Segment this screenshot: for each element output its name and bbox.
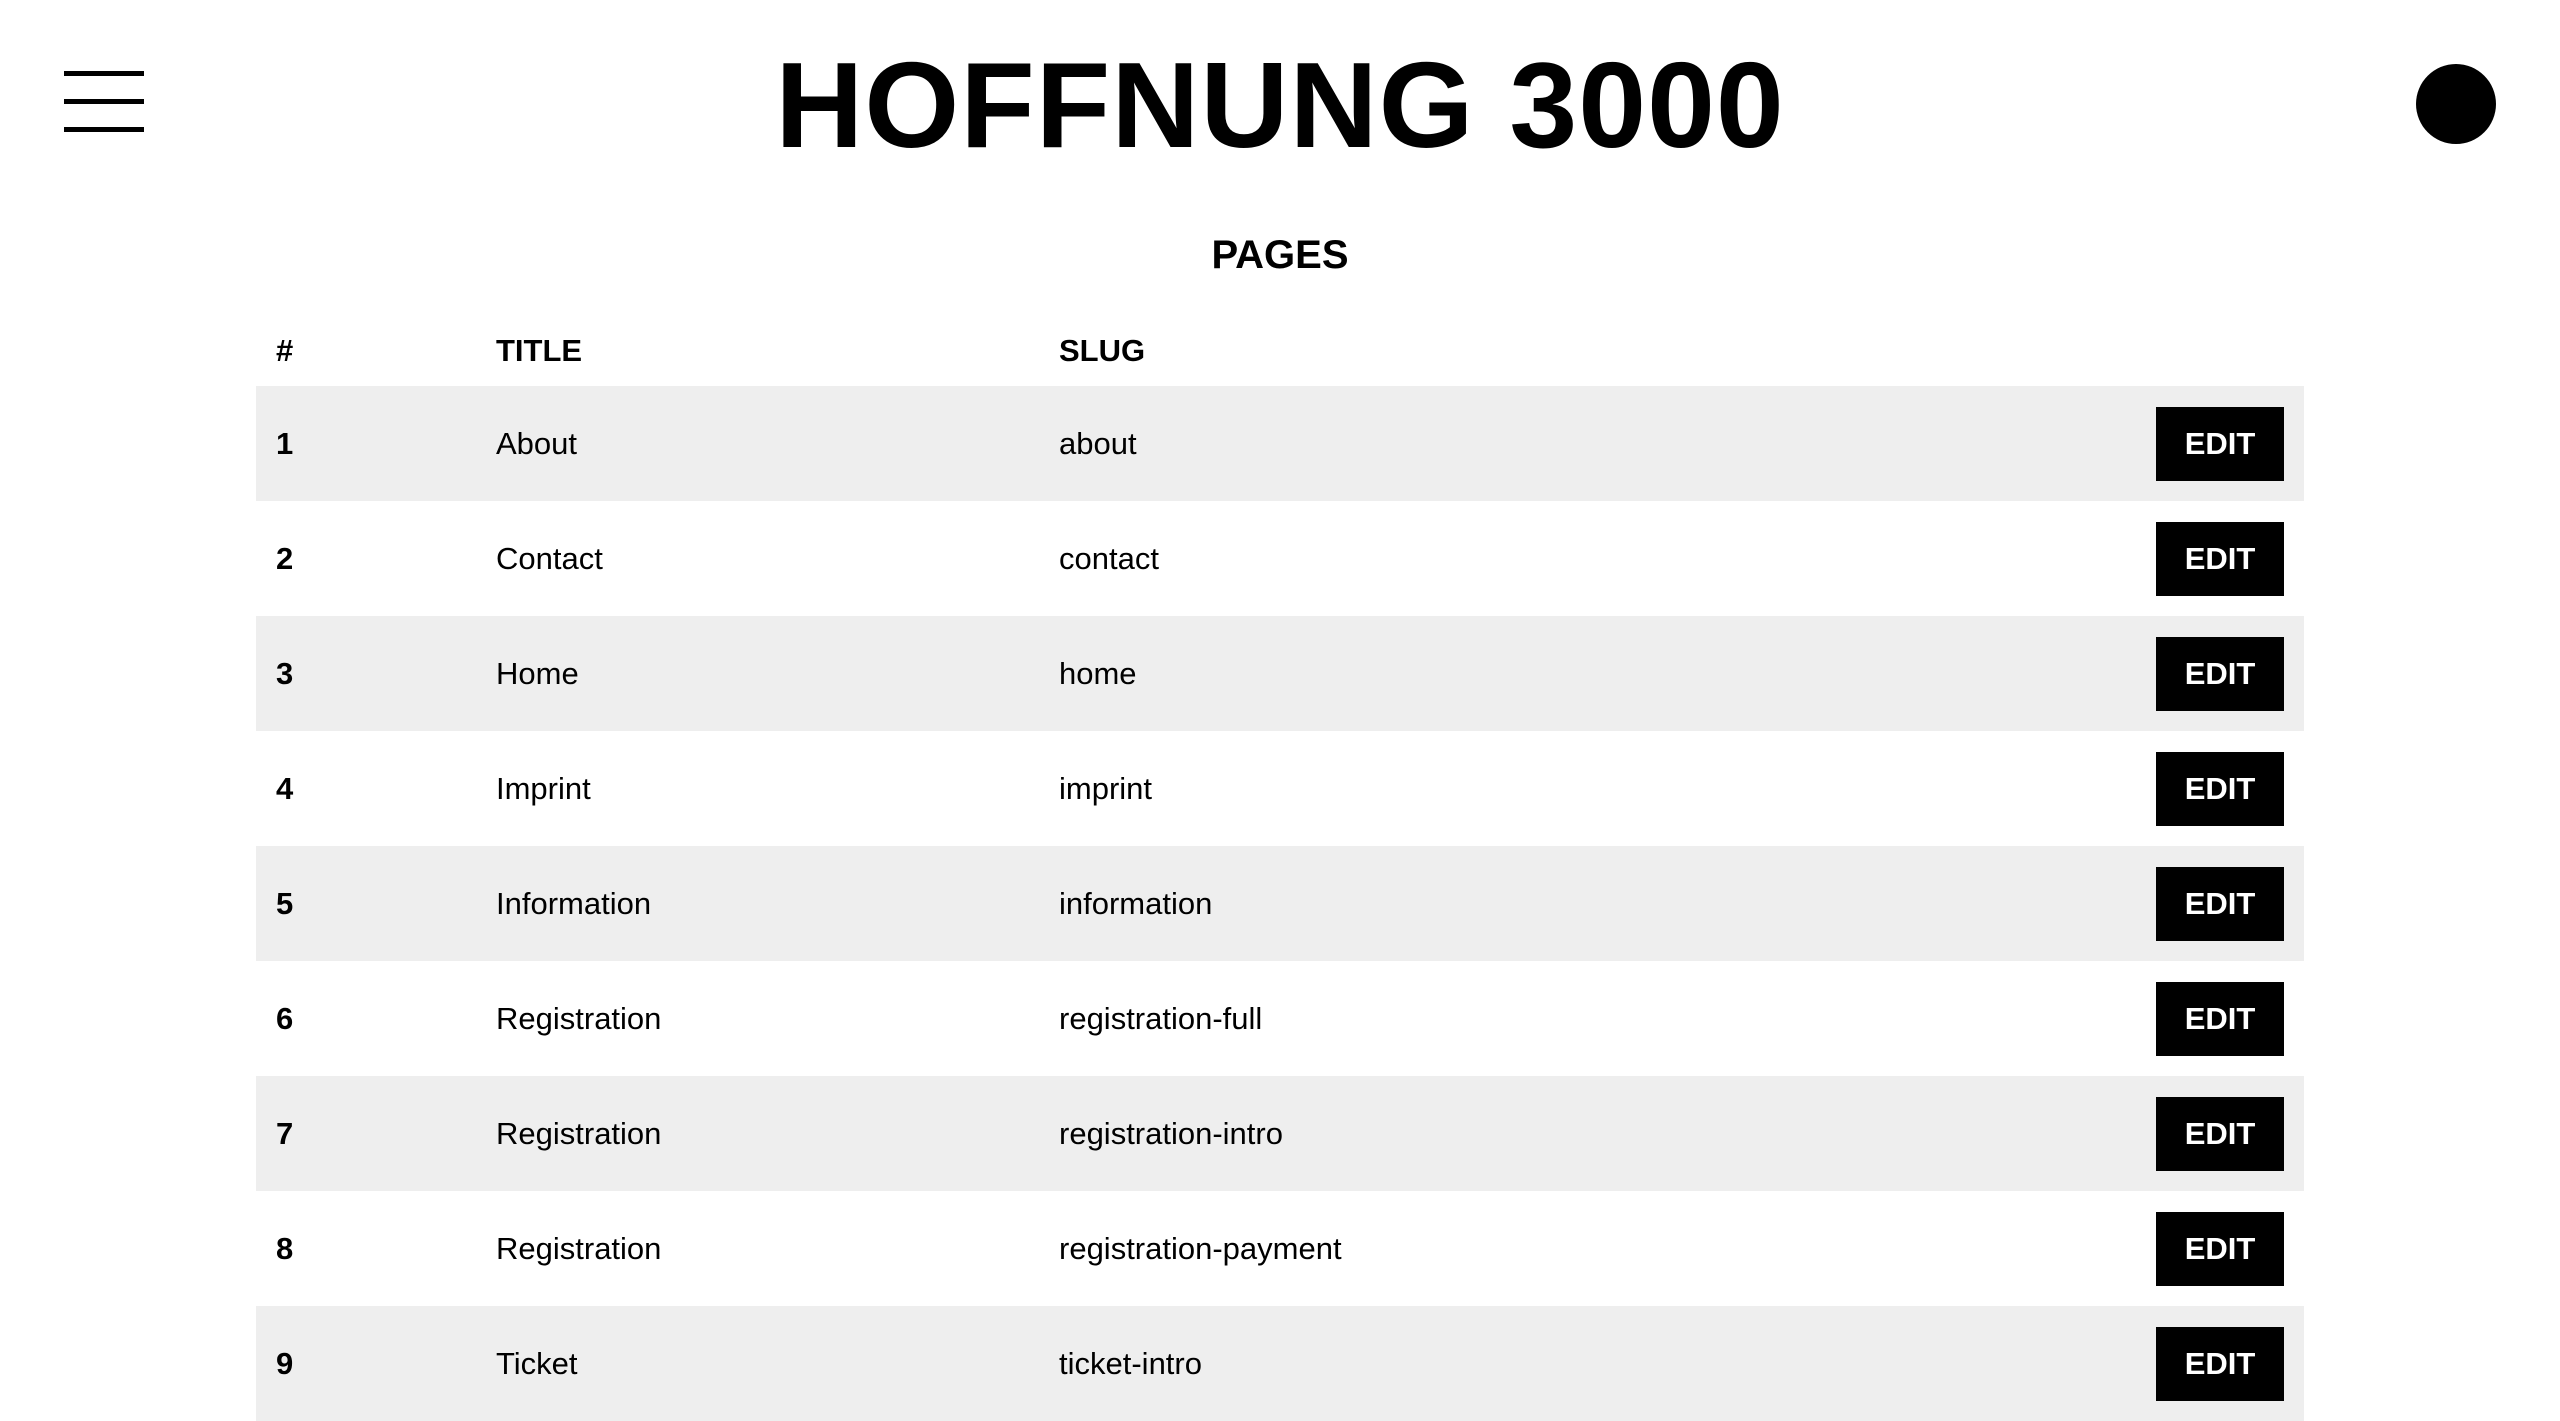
site-title[interactable]: HOFFNUNG 3000 [775, 37, 1785, 173]
row-slug: information [1059, 885, 1213, 921]
column-header-number: # [276, 333, 294, 368]
row-slug: registration-full [1059, 1000, 1263, 1036]
row-title: Imprint [496, 770, 591, 806]
row-action-cell [2104, 1191, 2304, 1306]
table-row [256, 961, 2304, 1076]
row-number: 8 [276, 1230, 294, 1266]
table-row [256, 846, 2304, 961]
row-title: Information [496, 885, 652, 921]
table-row [256, 731, 2304, 846]
pages-table [256, 316, 2304, 1421]
row-title: About [496, 425, 578, 461]
edit-button[interactable]: EDIT [2156, 1097, 2284, 1171]
row-number: 2 [276, 540, 294, 576]
row-number: 3 [276, 655, 294, 691]
table-row [256, 501, 2304, 616]
edit-button[interactable]: EDIT [2156, 522, 2284, 596]
edit-button[interactable]: EDIT [2156, 1212, 2284, 1286]
user-avatar-icon[interactable] [2416, 64, 2496, 144]
row-action-cell [2104, 501, 2304, 616]
row-action-cell [2104, 386, 2304, 501]
row-slug: registration-intro [1059, 1115, 1283, 1151]
page-title: PAGES [1211, 233, 1349, 277]
row-action-cell [2104, 616, 2304, 731]
column-header-title: TITLE [496, 333, 583, 368]
row-title: Registration [496, 1230, 662, 1266]
row-action-cell [2104, 1306, 2304, 1421]
table-row [256, 1076, 2304, 1191]
row-title: Registration [496, 1000, 662, 1036]
row-title: Home [496, 655, 579, 691]
table-row [256, 1191, 2304, 1306]
row-title: Contact [496, 540, 603, 576]
edit-button[interactable]: EDIT [2156, 752, 2284, 826]
edit-button[interactable]: EDIT [2156, 1327, 2284, 1401]
edit-button[interactable]: EDIT [2156, 637, 2284, 711]
edit-button[interactable]: EDIT [2156, 407, 2284, 481]
row-slug: home [1059, 655, 1137, 691]
table-row [256, 1306, 2304, 1421]
row-number: 4 [276, 770, 294, 806]
row-action-cell [2104, 1076, 2304, 1191]
row-title: Registration [496, 1115, 662, 1151]
table-row [256, 616, 2304, 731]
pages-table-container [256, 316, 2304, 1421]
row-action-cell [2104, 846, 2304, 961]
table-row [256, 386, 2304, 501]
row-number: 7 [276, 1115, 294, 1151]
row-action-cell [2104, 731, 2304, 846]
row-slug: ticket-intro [1059, 1345, 1202, 1381]
row-number: 1 [276, 425, 294, 461]
row-number: 9 [276, 1345, 294, 1381]
edit-button[interactable]: EDIT [2156, 982, 2284, 1056]
row-title: Ticket [496, 1345, 578, 1381]
edit-button[interactable]: EDIT [2156, 867, 2284, 941]
row-slug: imprint [1059, 770, 1153, 806]
table-header-row [256, 316, 2304, 386]
site-header [0, 0, 2560, 200]
column-header-slug: SLUG [1059, 333, 1146, 368]
row-slug: registration-payment [1059, 1230, 1342, 1266]
column-header-action [2104, 316, 2304, 386]
row-number: 5 [276, 885, 294, 921]
row-slug: contact [1059, 540, 1159, 576]
row-action-cell [2104, 961, 2304, 1076]
row-slug: about [1059, 425, 1137, 461]
row-number: 6 [276, 1000, 294, 1036]
